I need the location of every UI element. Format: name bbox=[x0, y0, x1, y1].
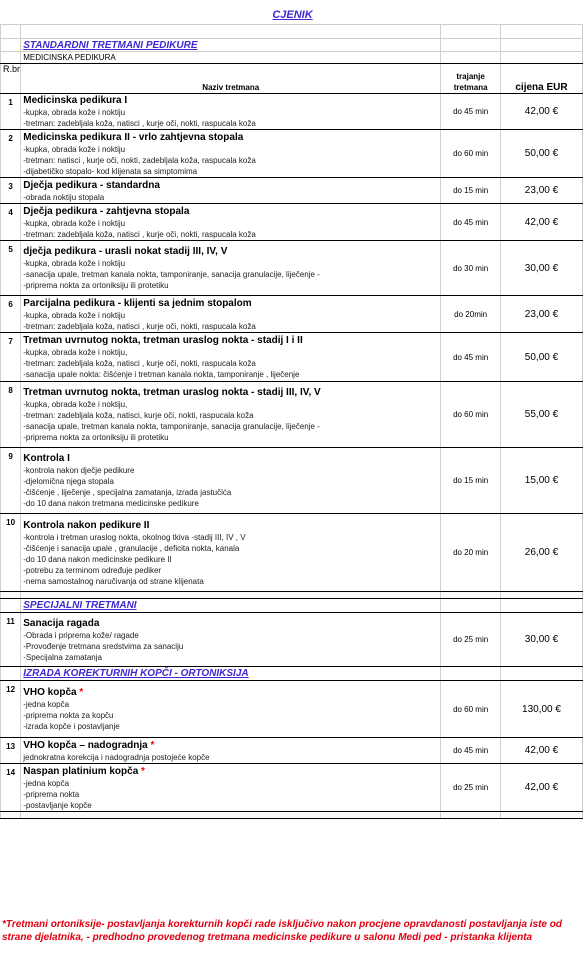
treatment-duration: do 25 min bbox=[441, 764, 501, 812]
treatment-description-line: -sanacija upale nokta: čišćenje i tretman kanala nokta, tamponiranje , liječenje bbox=[23, 370, 300, 379]
empty-cell bbox=[21, 812, 441, 819]
treatment-description-line: -do 10 dana nakon tretmana medicinske pedikure bbox=[23, 499, 199, 508]
treatment-description-line: -priprema nokta za ortoniksiju ili protetiku bbox=[23, 433, 169, 442]
column-header-duration-line2: tretmana bbox=[453, 83, 488, 92]
empty-cell bbox=[1, 599, 21, 613]
treatment-description-line: -jedna kopča bbox=[23, 778, 70, 788]
row-number: 14 bbox=[1, 764, 21, 812]
row-number: 3 bbox=[1, 178, 21, 204]
treatment-price: 50,00 € bbox=[500, 333, 582, 382]
treatment-name bbox=[23, 739, 438, 752]
treatment-price: 50,00 € bbox=[500, 130, 582, 178]
treatment-cell bbox=[21, 613, 441, 667]
column-header-name: Naziv tretmana bbox=[21, 64, 441, 94]
treatment-name-text: VHO kopča bbox=[23, 687, 77, 698]
treatment-description-line: -kontrola i tretman uraslog nokta, okolnog tkiva -stadij III, IV , V bbox=[23, 532, 246, 542]
table-row bbox=[1, 681, 583, 738]
treatment-description-line: -Specijalna zamatanja bbox=[23, 652, 102, 662]
treatment-cell bbox=[21, 738, 441, 764]
treatment-name bbox=[23, 179, 438, 192]
empty-cell bbox=[21, 592, 441, 599]
column-header-rbr: R.br bbox=[1, 64, 21, 94]
treatment-description-line: -kupka, obrada kože i noktiju bbox=[23, 259, 126, 268]
treatment-description-line: jednokratna korekcija i nadogradnja postojeće kopče bbox=[23, 752, 210, 762]
treatment-description-line: -priprema nokta za ortoniksiju ili protetiku bbox=[23, 281, 169, 290]
treatment-name bbox=[23, 334, 438, 347]
empty-cell bbox=[500, 812, 582, 819]
table-row bbox=[1, 613, 583, 667]
treatment-description-line: -tretman: zadebljala koža, natisci , kurje oči, nokti, raspucala koža bbox=[23, 229, 256, 239]
table-row bbox=[1, 448, 583, 514]
empty-cell bbox=[441, 599, 501, 613]
column-header-duration bbox=[441, 64, 501, 94]
treatment-price: 42,00 € bbox=[500, 204, 582, 241]
treatment-name-text: Medicinska pedikura II - vrlo zahtjevna stopala bbox=[23, 131, 244, 143]
treatment-name-text: Tretman uvrnutog nokta, tretman uraslog nokta - stadij III, IV, V bbox=[23, 387, 321, 398]
treatment-price: 26,00 € bbox=[500, 514, 582, 592]
treatment-cell bbox=[21, 333, 441, 382]
treatment-description-line: -Provođenje tretmana sredstvima za sanaciju bbox=[23, 641, 184, 651]
treatment-cell bbox=[21, 681, 441, 738]
treatment-name-text: Kontrola I bbox=[23, 453, 70, 464]
treatment-description-line: -tretman: zadebljala koža, natisci , kurje oči, nokti, raspucala koža bbox=[23, 359, 256, 368]
treatment-price: 23,00 € bbox=[500, 178, 582, 204]
treatment-description-line: -čišćenje i sanacija upale , granulacije , deficita nokta, kanala bbox=[23, 543, 240, 553]
treatment-duration: do 20min bbox=[441, 296, 501, 333]
treatment-duration: do 45 min bbox=[441, 738, 501, 764]
table-row bbox=[1, 204, 583, 241]
empty-cell bbox=[500, 599, 582, 613]
treatment-description-line: -tretman: zadebljala koža, natisci , kurje oči, nokti, raspucala koža bbox=[23, 119, 256, 128]
table-row bbox=[1, 94, 583, 130]
treatment-description-line: -kupka, obrada kože i noktiju bbox=[23, 310, 126, 320]
section-ortho-title: IZRADA KOREKTURNIH KOPČI - ORTONIKSIJA bbox=[21, 667, 441, 681]
treatment-description-line: -nema samostalnog naručivanja od strane klijenata bbox=[23, 576, 204, 586]
empty-cell bbox=[441, 667, 501, 681]
section-row bbox=[1, 667, 583, 681]
treatment-price: 30,00 € bbox=[500, 241, 582, 296]
treatment-name bbox=[23, 386, 438, 399]
asterisk-mark: * bbox=[150, 739, 155, 751]
treatment-description-line: -kupka, obrada kože i noktiju bbox=[23, 144, 126, 154]
treatment-description-line: -postavljanje kopče bbox=[23, 800, 92, 810]
empty-cell bbox=[1, 812, 21, 819]
section-standard-subtitle: MEDICINSKA PEDIKURA bbox=[21, 52, 441, 64]
treatment-name-text: VHO kopča – nadogradnja bbox=[23, 739, 148, 751]
treatment-description-line: -jedna kopča bbox=[23, 700, 70, 709]
treatment-name bbox=[23, 245, 438, 258]
treatment-description-line: -potrebu za terminom određuje pediker bbox=[23, 565, 162, 575]
treatment-name-text: Naspan platinium kopča bbox=[23, 765, 139, 777]
table-row bbox=[1, 178, 583, 204]
treatment-duration: do 60 min bbox=[441, 130, 501, 178]
row-number: 5 bbox=[1, 241, 21, 296]
treatment-name-text: Sanacija ragada bbox=[23, 617, 100, 629]
treatment-name bbox=[23, 452, 438, 465]
treatment-description-line: -kupka, obrada kože i noktiju bbox=[23, 108, 126, 117]
row-number: 8 bbox=[1, 382, 21, 448]
treatment-description-line: -priprema nokta za kopču bbox=[23, 711, 114, 720]
treatment-duration: do 45 min bbox=[441, 204, 501, 241]
treatment-cell bbox=[21, 130, 441, 178]
treatment-description-line: -čišćenje , liječenje , specijalna zamatanja, izrada jastučića bbox=[23, 488, 232, 497]
treatment-name-text: Parcijalna pedikura - klijenti sa jednim stopalom bbox=[23, 297, 252, 309]
treatment-duration: do 20 min bbox=[441, 514, 501, 592]
empty-cell bbox=[441, 592, 501, 599]
asterisk-mark: * bbox=[141, 765, 145, 777]
table-row bbox=[1, 738, 583, 764]
table-row bbox=[1, 333, 583, 382]
footnote: *Tretmani ortoniksije- postavljanja korekturnih kopči rade isključivo nakon procjene opravdanosti postavljanja iste od strane djelatnika, - predhodno provedenog tretmana medicinske pedikure u salonu Medi ped - pristanka klijenta bbox=[2, 919, 562, 943]
treatment-name bbox=[23, 617, 438, 630]
section-standard-title: STANDARDNI TRETMANI PEDIKURE bbox=[21, 39, 441, 52]
row-number: 13 bbox=[1, 738, 21, 764]
row-number: 11 bbox=[1, 613, 21, 667]
treatment-cell bbox=[21, 204, 441, 241]
treatment-cell bbox=[21, 448, 441, 514]
treatment-description-line: -obrada noktiju stopala bbox=[23, 192, 105, 202]
treatment-description-line: -djelomična njega stopala bbox=[23, 477, 114, 486]
treatment-name bbox=[23, 131, 438, 144]
treatment-duration: do 15 min bbox=[441, 178, 501, 204]
treatment-description-line: -kupka, obrada kože i noktiju, bbox=[23, 348, 128, 357]
treatment-price: 42,00 € bbox=[500, 94, 582, 130]
price-list-table bbox=[0, 24, 583, 819]
treatment-name bbox=[23, 297, 438, 310]
treatment-price: 23,00 € bbox=[500, 296, 582, 333]
row-number: 4 bbox=[1, 204, 21, 241]
treatment-price: 42,00 € bbox=[500, 738, 582, 764]
row-number: 12 bbox=[1, 681, 21, 738]
treatment-cell bbox=[21, 514, 441, 592]
separator-row bbox=[1, 592, 583, 599]
treatment-description-line: -kontrola nakon dječje pedikure bbox=[23, 466, 135, 475]
treatment-description-line: -sanacija upale, tretman kanala nokta, tamponiranje, sanacija granulacije, liječenje - bbox=[23, 422, 320, 431]
treatment-name-text: Dječja pedikura - standardna bbox=[23, 179, 160, 191]
treatment-name-text: Kontrola nakon pedikure II bbox=[23, 519, 150, 531]
treatment-description-line: -kupka, obrada kože i noktiju, bbox=[23, 400, 128, 409]
treatment-cell bbox=[21, 94, 441, 130]
treatment-cell bbox=[21, 241, 441, 296]
treatment-name bbox=[23, 94, 438, 107]
table-row bbox=[1, 382, 583, 448]
treatment-name-text: dječja pedikura - urasli nokat stadij III, IV, V bbox=[23, 246, 228, 257]
treatment-description-line: -priprema nokta bbox=[23, 789, 80, 799]
treatment-description-line: -do 10 dana nakon medicinske pedikure II bbox=[23, 554, 172, 564]
row-number: 7 bbox=[1, 333, 21, 382]
empty-cell bbox=[441, 812, 501, 819]
column-header-price: cijena EUR bbox=[500, 64, 582, 94]
treatment-price: 55,00 € bbox=[500, 382, 582, 448]
treatment-cell bbox=[21, 382, 441, 448]
treatment-duration: do 45 min bbox=[441, 94, 501, 130]
treatment-price: 42,00 € bbox=[500, 764, 582, 812]
treatment-duration: do 15 min bbox=[441, 448, 501, 514]
asterisk-mark: * bbox=[79, 687, 84, 698]
treatment-duration: do 30 min bbox=[441, 241, 501, 296]
treatment-price: 130,00 € bbox=[500, 681, 582, 738]
empty-cell bbox=[1, 592, 21, 599]
separator-row bbox=[1, 812, 583, 819]
treatment-price: 15,00 € bbox=[500, 448, 582, 514]
table-row bbox=[1, 130, 583, 178]
table-row bbox=[1, 296, 583, 333]
row-number: 6 bbox=[1, 296, 21, 333]
treatment-name bbox=[23, 765, 438, 778]
treatment-duration: do 45 min bbox=[441, 333, 501, 382]
section-row bbox=[1, 599, 583, 613]
treatment-description-line: -sanacija upale, tretman kanala nokta, tamponiranje, sanacija granulacije, liječenje - bbox=[23, 270, 320, 279]
empty-cell bbox=[500, 667, 582, 681]
treatment-description-line: -tretman: natisci , kurje oči, nokti, zadebljala koža, raspucala koža bbox=[23, 155, 256, 165]
table-row bbox=[1, 241, 583, 296]
treatment-name bbox=[23, 686, 438, 699]
empty-cell bbox=[1, 667, 21, 681]
treatment-duration: do 60 min bbox=[441, 382, 501, 448]
treatment-description-line: -dijabetičko stopalo- kod klijenata sa simptomima bbox=[23, 166, 198, 176]
treatment-description-line: -tretman: zadebljala koža, natisci, kurje oči, nokti, raspucala koža bbox=[23, 411, 254, 420]
treatment-description-line: -tretman: zadebljala koža, natisci , kurje oči, nokti, raspucala koža bbox=[23, 321, 256, 331]
treatment-name-text: Medicinska pedikura I bbox=[23, 95, 128, 106]
row-number: 9 bbox=[1, 448, 21, 514]
row-number: 2 bbox=[1, 130, 21, 178]
treatment-name-text: Dječja pedikura - zahtjevna stopala bbox=[23, 205, 190, 217]
treatment-duration: do 25 min bbox=[441, 613, 501, 667]
treatment-cell bbox=[21, 296, 441, 333]
empty-cell bbox=[500, 592, 582, 599]
treatment-name bbox=[23, 519, 438, 532]
row-number: 1 bbox=[1, 94, 21, 130]
treatment-cell bbox=[21, 178, 441, 204]
treatment-duration: do 60 min bbox=[441, 681, 501, 738]
treatment-name bbox=[23, 205, 438, 218]
page-title: CJENIK bbox=[272, 9, 313, 21]
treatment-price: 30,00 € bbox=[500, 613, 582, 667]
treatment-name-text: Tretman uvrnutog nokta, tretman uraslog nokta - stadij I i II bbox=[23, 335, 303, 346]
table-row bbox=[1, 514, 583, 592]
column-header-duration-line1: trajanje bbox=[456, 72, 485, 81]
table-row bbox=[1, 764, 583, 812]
treatment-cell bbox=[21, 764, 441, 812]
treatment-description-line: -Obrada i priprema kože/ ragade bbox=[23, 630, 139, 640]
treatment-description-line: -kupka, obrada kože i noktiju bbox=[23, 218, 126, 228]
treatment-description-line: -izrada kopče i postavljanje bbox=[23, 722, 120, 731]
section-special-title: SPECIJALNI TRETMANI bbox=[21, 599, 441, 613]
row-number: 10 bbox=[1, 514, 21, 592]
